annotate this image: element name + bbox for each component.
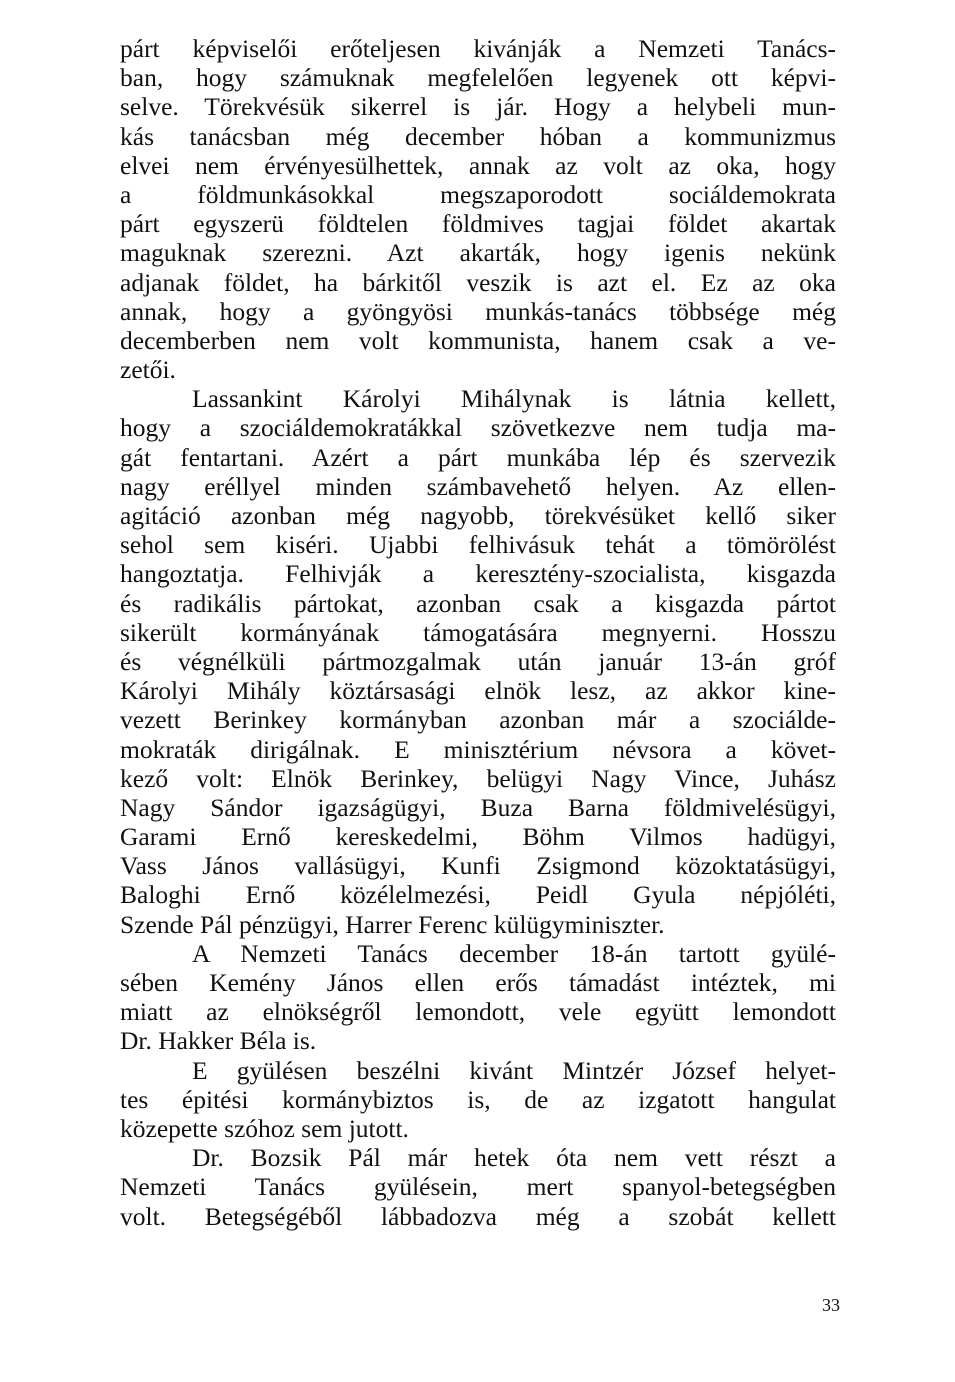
text-line: Nemzeti Tanács gyülésein, mert spanyol-betegségben [120, 1172, 836, 1202]
text-line: nagy eréllyel minden számbavehető helyen. Az ellen- [120, 471, 836, 501]
text-line: A Nemzeti Tanács december 18-án tartott gyülé- [192, 938, 836, 968]
text-line: mokraták dirigálnak. E minisztérium névsora a követ- [120, 734, 836, 764]
text-line: Dr. Hakker Béla is. [120, 1026, 317, 1056]
body-text [120, 34, 836, 1231]
text-line: Vass János vallásügyi, Kunfi Zsigmond közoktatásügyi, [120, 851, 836, 881]
text-line: agitáció azonban még nagyobb, törekvésüket kellő siker [120, 501, 836, 530]
text-line: E gyülésen beszélni kivánt Mintzér József helyet- [192, 1055, 836, 1085]
text-line: a földmunkásokkal megszaporodott sociáldemokrata [120, 179, 836, 209]
text-line: Lassankint Károlyi Mihálynak is látnia kellett, [192, 384, 836, 414]
text-line: Szende Pál pénzügyi, Harrer Ferenc külügyminiszter. [120, 909, 665, 939]
text-line: sehol sem kiséri. Ujabbi felhivásuk tehát a tömörölést [120, 530, 836, 560]
text-line: volt. Betegségéből lábbadozva még a szobát kellett [120, 1201, 836, 1231]
text-line: kező volt: Elnök Berinkey, belügyi Nagy Vince, Juhász [120, 763, 836, 793]
text-line: és végnélküli pártmozgalmak után január 13-án gróf [120, 646, 836, 676]
text-line: sikerült kormányának támogatására megnyerni. Hosszu [120, 617, 836, 647]
text-line: maguknak szerezni. Azt akarták, hogy igenis nekünk [120, 238, 836, 268]
text-line: selve. Törekvésük sikerrel is jár. Hogy a helybeli mun- [120, 92, 836, 122]
text-line: hangoztatja. Felhivják a keresztény-szocialista, kisgazda [120, 559, 836, 589]
text-line: adjanak földet, ha bárkitől veszik is azt el. Ez az oka [120, 267, 836, 297]
text-line: decemberben nem volt kommunista, hanem csak a ve- [120, 325, 836, 355]
text-line: Baloghi Ernő közélelmezési, Peidl Gyula népjóléti, [120, 880, 836, 910]
text-line: sében Kemény János ellen erős támadást intéztek, mi [120, 968, 836, 997]
text-line: párt képviselői erőteljesen kivánják a Nemzeti Tanács- [120, 34, 836, 63]
text-line: közepette szóhoz sem jutott. [120, 1113, 409, 1143]
text-line: vezett Berinkey kormányban azonban már a szociálde- [120, 705, 836, 735]
text-line: Nagy Sándor igazságügyi, Buza Barna földmivelésügyi, [120, 792, 836, 822]
text-line: Károlyi Mihály köztársasági elnök lesz, az akkor kine- [120, 676, 836, 706]
text-line: párt egyszerü földtelen földmives tagjai földet akartak [120, 209, 836, 239]
text-line: annak, hogy a gyöngyösi munkás-tanács többsége még [120, 296, 836, 326]
text-line: ban, hogy számuknak megfelelően legyenek ott képvi- [120, 63, 836, 93]
text-line: Dr. Bozsik Pál már hetek óta nem vett részt a [192, 1143, 836, 1173]
text-line: elvei nem érvényesülhettek, annak az volt az oka, hogy [120, 150, 836, 180]
text-line: zetői. [120, 355, 176, 385]
page-number: 33 [822, 1295, 840, 1315]
text-line: kás tanácsban még december hóban a kommunizmus [120, 121, 836, 151]
text-line: miatt az elnökségről lemondott, vele együtt lemondott [120, 997, 836, 1027]
text-line: Garami Ernő kereskedelmi, Böhm Vilmos hadügyi, [120, 822, 836, 852]
text-line: gát fentartani. Azért a párt munkába lép és szervezik [120, 442, 836, 472]
text-line: hogy a szociáldemokratákkal szövetkezve nem tudja ma- [120, 413, 836, 443]
text-line: tes épitési kormánybiztos is, de az izgatott hangulat [120, 1084, 836, 1114]
text-line: és radikális pártokat, azonban csak a kisgazda pártot [120, 588, 836, 618]
